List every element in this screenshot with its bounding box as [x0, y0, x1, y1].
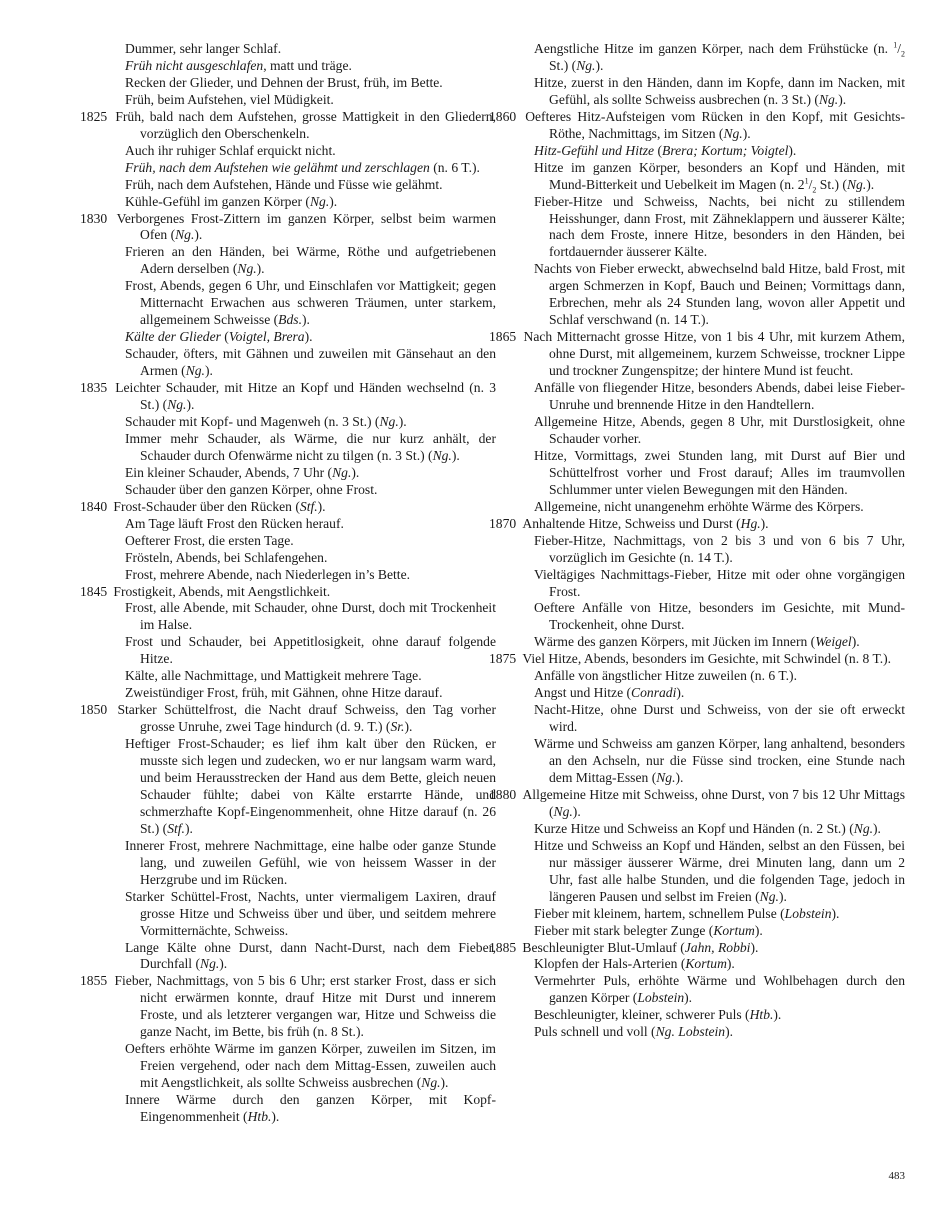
entry-text: Hitze und Schweiss an Kopf und Händen, selbst an den Füssen, bei nur mässiger äusserer Wärme, drei Minuten lang, dann um 2 Uhr, fast alle halbe Stunden, und die folgenden Tage, jedoch in längeren Pausen und selbst im Freien (Ng.). — [534, 837, 905, 904]
entry-text: Innerer Frost, mehrere Nachmittage, eine halbe oder ganze Stunde lang, und zuweilen Gefühl, wie von heissem Wasser in der Herzgrube und im Rücken. — [125, 837, 496, 887]
entry-text: Frost, alle Abende, mit Schauder, ohne Durst, doch mit Trockenheit im Halse. — [125, 600, 496, 633]
entry-text: Wärme und Schweiss am ganzen Körper, lang anhaltend, besonders an den Achseln, nur die Füsse sind trocken, eine Stunde nach dem Mittag-Essen (Ng.). — [534, 736, 905, 785]
symptom-entry — [519, 143, 905, 160]
entry-text: Starker Schüttelfrost, die Nacht drauf Schweiss, den Tag vorher grosse Unruhe, zwei Tage hindurch (d. 9. T.) (Sr.). — [117, 702, 496, 735]
entry-text: Frieren an den Händen, bei Wärme, Röthe und aufgetriebenen Adern derselben (Ng.). — [125, 244, 496, 277]
entry-text: Ein kleiner Schauder, Abends, 7 Uhr (Ng.). — [125, 464, 360, 480]
symptom-entry — [519, 634, 905, 651]
symptom-entry — [110, 346, 496, 380]
symptom-entry: 1855 Fieber, Nachmittags, von 5 bis 6 Uhr; erst starker Frost, dass er sich nicht erwärmen konnte, drauf Hitze mit Durst und innerem Froste, und als letzterer vergangen war, Hitze und Schweiss die ganze Nacht, im Bette, bis früh (n. 8 St.). — [80, 973, 497, 1040]
entry-text: Fieber mit stark belegter Zunge (Kortum). — [534, 922, 763, 938]
entry-text: Früh nicht ausgeschlafen, matt und träge. — [125, 57, 352, 73]
symptom-entry — [110, 516, 496, 533]
symptom-entry — [519, 261, 905, 329]
entry-text: Nachts von Fieber erweckt, abwechselnd bald Hitze, bald Frost, mit argen Schmerzen in Kopf, Bauch und Beinen; Vormittags dann, Erbrechen, mehr als 24 Stunden lang, wovon aller Appetit und Schlaf verschwand (n. 14 T.). — [534, 261, 905, 328]
symptom-entry: 1845 Frostigkeit, Abends, mit Aengstlichkeit. — [80, 583, 331, 599]
symptom-entry — [519, 533, 905, 567]
symptom-entry — [110, 838, 496, 889]
entry-text: Viel Hitze, Abends, besonders im Gesichte, mit Schwindel (n. 8 T.). — [522, 651, 892, 667]
symptom-entry — [519, 41, 905, 75]
entry-text: Vermehrter Puls, erhöhte Wärme und Wohlbehagen durch den ganzen Körper (Lobstein). — [534, 973, 905, 1006]
entry-text: Beschleunigter Blut-Umlauf (Jahn, Robbi). — [522, 939, 759, 955]
symptom-entry: 1835 Leichter Schauder, mit Hitze an Kopf und Händen wechselnd (n. 3 St.) (Ng.). — [80, 380, 496, 413]
symptom-entry — [519, 736, 905, 787]
entry-text: Schauder mit Kopf- und Magenweh (n. 3 St.) (Ng.). — [125, 413, 407, 429]
entry-text: Kälte der Glieder (Voigtel, Brera). — [125, 329, 313, 345]
symptom-entry — [519, 1007, 905, 1024]
symptom-entry — [110, 160, 496, 177]
entry-text: Heftiger Frost-Schauder; es lief ihm kalt über den Rücken, er musste sich legen und zudecken, wo er nur langsam warm ward, und beim Herausstrecken der Hand aus dem Bette, gleich neuen Schauder fühlte; dabei von Kälte erstarrte Hände, und schmerzhafte Kopf-Eingenommenheit, ohne Hitze darauf (n. 26 St.) (Stf.). — [125, 736, 496, 836]
left-column — [80, 41, 497, 1126]
symptom-entry — [110, 1041, 496, 1092]
entry-text: Fieber-Hitze und Schweiss, Nachts, bei nicht zu stillendem Heisshunger, dann Frost, mit Zähneklappern und äusserer Kälte; nach dem Froste, innere Hitze, besonders in den Händen, bei fortdauernder äusserer Kälte. — [534, 193, 905, 260]
entry-text: Hitz-Gefühl und Hitze (Brera; Kortum; Voigtel). — [534, 142, 797, 158]
symptom-entry — [110, 482, 496, 499]
entry-text: Fieber, Nachmittags, von 5 bis 6 Uhr; erst starker Frost, dass er sich nicht erwärmen konnte, drauf Hitze mit Durst und innerem Froste, und als letzterer vergangen war, Hitze und Schweiss die ganze Nacht, im Bette, bis früh (n. 8 St.). — [114, 973, 497, 1040]
entry-text: Anfälle von fliegender Hitze, besonders Abends, dabei leise Fieber-Unruhe und brennende Hitze in den Handtellern. — [534, 380, 905, 413]
symptom-entry: 1885 Beschleunigter Blut-Umlauf (Jahn, Robbi). — [489, 939, 759, 955]
symptom-entry — [519, 160, 905, 194]
symptom-entry: 1875 Viel Hitze, Abends, besonders im Gesichte, mit Schwindel (n. 8 T.). — [489, 651, 892, 667]
entry-text: Allgemeine Hitze, Abends, gegen 8 Uhr, mit Durstlosigkeit, ohne Schauder vorher. — [534, 413, 905, 446]
entry-text: Schauder, öfters, mit Gähnen und zuweilen mit Gänsehaut an den Armen (Ng.). — [125, 346, 496, 379]
entry-text: Frost und Schauder, bei Appetitlosigkeit, ohne darauf folgende Hitze. — [125, 634, 496, 667]
symptom-entry — [519, 75, 905, 109]
entry-text: Frösteln, Abends, bei Schlafengehen. — [125, 549, 328, 565]
symptom-entry — [110, 550, 496, 567]
symptom-entry — [110, 940, 496, 974]
symptom-entry — [110, 58, 496, 75]
entry-text: Nach Mitternacht grosse Hitze, von 1 bis 4 Uhr, mit kurzem Athem, ohne Durst, mit allgemeinem, kurzem Schweisse, trockner Lippe und trockner Zungenspitze; der hintere Mund ist feucht. — [523, 329, 905, 379]
entry-text: Oeftere Anfälle von Hitze, besonders im Gesichte, mit Mund-Trockenheit, ohne Durst. — [534, 600, 905, 633]
symptom-entry — [110, 736, 496, 838]
symptom-entry — [110, 194, 496, 211]
symptom-entry: 1865 Nach Mitternacht grosse Hitze, von 1 bis 4 Uhr, mit kurzem Athem, ohne Durst, mit allgemeinem, kurzem Schweisse, trockner Lippe und trockner Zungenspitze; der hintere Mund ist feucht. — [489, 329, 905, 379]
symptom-entry — [519, 380, 905, 414]
symptom-entry — [519, 973, 905, 1007]
symptom-entry — [110, 92, 496, 109]
symptom-entry — [519, 600, 905, 634]
symptom-entry — [110, 685, 496, 702]
entry-text: Hitze, zuerst in den Händen, dann im Kopfe, dann im Nacken, mit Gefühl, als sollte Schweiss ausbrechen (n. 3 St.) (Ng.). — [534, 74, 905, 107]
symptom-entry — [110, 889, 496, 940]
entry-text: Früh, nach dem Aufstehen wie gelähmt und zerschlagen (n. 6 T.). — [125, 159, 480, 175]
symptom-entry — [110, 41, 496, 58]
symptom-entry — [110, 1092, 496, 1126]
entry-text: Früh, bald nach dem Aufstehen, grosse Mattigkeit in den Gliedern, vorzüglich den Oberschenkeln. — [115, 108, 496, 141]
symptom-entry — [110, 143, 496, 160]
entry-text: Dummer, sehr langer Schlaf. — [125, 41, 282, 56]
entry-text: Kälte, alle Nachmittage, und Mattigkeit mehrere Tage. — [125, 668, 422, 684]
symptom-entry — [110, 634, 496, 668]
entry-text: Immer mehr Schauder, als Wärme, die nur kurz anhält, der Schauder durch Ofenwärme nicht zu tilgen (n. 3 St.) (Ng.). — [125, 430, 496, 463]
entry-text: Recken der Glieder, und Dehnen der Brust, früh, im Bette. — [125, 74, 443, 90]
entry-text: Oefteres Hitz-Aufsteigen vom Rücken in den Kopf, mit Gesichts-Röthe, Nachmittags, im Sitzen (Ng.). — [525, 108, 905, 141]
entry-text: Klopfen der Hals-Arterien (Kortum). — [534, 956, 735, 972]
entry-text: Allgemeine, nicht unangenehm erhöhte Wärme des Körpers. — [534, 498, 864, 514]
symptom-entry — [110, 431, 496, 465]
symptom-entry — [110, 177, 496, 194]
entry-text: Beschleunigter, kleiner, schwerer Puls (Htb.). — [534, 1007, 782, 1023]
right-column — [489, 40, 906, 1041]
symptom-entry — [519, 838, 905, 906]
symptom-entry: 1870 Anhaltende Hitze, Schweiss und Durst (Hg.). — [489, 515, 769, 531]
symptom-entry — [519, 448, 905, 499]
symptom-entry — [110, 668, 496, 685]
entry-text: Anhaltende Hitze, Schweiss und Durst (Hg.). — [522, 515, 769, 531]
symptom-entry: 1860 Oefteres Hitz-Aufsteigen vom Rücken in den Kopf, mit Gesichts-Röthe, Nachmittags, im Sitzen (Ng.). — [489, 108, 905, 141]
entry-text: Puls schnell und voll (Ng. Lobstein). — [534, 1024, 734, 1040]
entry-text: Fieber mit kleinem, hartem, schnellem Pulse (Lobstein). — [534, 905, 840, 921]
entry-text: Verborgenes Frost-Zittern im ganzen Körper, selbst beim warmen Ofen (Ng.). — [116, 210, 496, 243]
symptom-entry — [110, 414, 496, 431]
entry-text: Am Tage läuft Frost den Rücken herauf. — [125, 515, 344, 531]
symptom-entry — [519, 414, 905, 448]
entry-text: Starker Schüttel-Frost, Nachts, unter viermaligem Laxiren, drauf grosse Hitze und Schweiss über und über, und seitdem mehrere Vormitternächte, Schweiss. — [125, 888, 496, 938]
symptom-entry — [519, 499, 905, 516]
entry-text: Frost-Schauder über den Rücken (Stf.). — [113, 498, 326, 514]
symptom-entry — [110, 244, 496, 278]
entry-text: Kurze Hitze und Schweiss an Kopf und Händen (n. 2 St.) (Ng.). — [534, 820, 881, 836]
symptom-entry — [110, 533, 496, 550]
entry-text: Frost, mehrere Abende, nach Niederlegen in’s Bette. — [125, 566, 410, 582]
entry-text: Hitze im ganzen Körper, besonders an Kopf und Händen, mit Mund-Bitterkeit und Uebelkeit im Magen (n. $2^1/_2$ St.) (Ng.). — [534, 159, 905, 195]
symptom-entry — [519, 821, 905, 838]
entry-text: Anfälle von ängstlicher Hitze zuweilen (n. 6 T.). — [534, 668, 797, 684]
symptom-entry — [110, 278, 496, 329]
entry-text: Angst und Hitze (Conradi). — [534, 685, 685, 701]
entry-text: Oefters erhöhte Wärme im ganzen Körper, zuweilen im Sitzen, im Freien vergehend, oder nach dem Mittag-Essen, zuweilen auch mit Aengstlichkeit, als sollte Schweiss ausbrechen (Ng.). — [125, 1041, 496, 1091]
entry-text: Aengstliche Hitze im ganzen Körper, nach dem Frühstücke (n. $^1/_2$ St.) (Ng.). — [534, 40, 905, 73]
symptom-entry — [519, 194, 905, 262]
entry-text: Oefterer Frost, die ersten Tage. — [125, 532, 294, 548]
entry-text: Lange Kälte ohne Durst, dann Nacht-Durst, nach dem Fieber, Durchfall (Ng.). — [125, 939, 496, 972]
entry-text: Nacht-Hitze, ohne Durst und Schweiss, von der sie oft erweckt wird. — [534, 702, 905, 735]
entry-text: Hitze, Vormittags, zwei Stunden lang, mit Durst auf Bier und Schüttelfrost vorher und Frost darauf; Alles im traumvollen Schlummer unter vielen Bewegungen mit den Händen. — [534, 447, 905, 497]
entry-text: Leichter Schauder, mit Hitze an Kopf und Händen wechselnd (n. 3 St.) (Ng.). — [115, 380, 496, 413]
entry-text: Wärme des ganzen Körpers, mit Jücken im Innern (Weigel). — [534, 634, 860, 650]
symptom-entry — [110, 567, 496, 584]
entry-text: Zweistündiger Frost, früh, mit Gähnen, ohne Hitze darauf. — [125, 685, 443, 701]
entry-text: Innere Wärme durch den ganzen Körper, mit Kopf-Eingenommenheit (Htb.). — [125, 1092, 496, 1125]
entry-text: Früh, nach dem Aufstehen, Hände und Füsse wie gelähmt. — [125, 176, 443, 192]
symptom-entry — [519, 956, 905, 973]
symptom-entry: 1825 Früh, bald nach dem Aufstehen, grosse Mattigkeit in den Gliedern, vorzüglich den Oberschenkeln. — [80, 108, 496, 141]
symptom-entry — [519, 685, 905, 702]
entry-text: Allgemeine Hitze mit Schweiss, ohne Durst, von 7 bis 12 Uhr Mittags (Ng.). — [522, 786, 906, 819]
entry-text: Früh, beim Aufstehen, viel Müdigkeit. — [125, 91, 334, 107]
symptom-entry: 1840 Frost-Schauder über den Rücken (Stf.). — [80, 498, 326, 514]
entry-text: Auch ihr ruhiger Schlaf erquickt nicht. — [125, 142, 336, 158]
symptom-entry — [110, 465, 496, 482]
symptom-entry — [110, 329, 496, 346]
symptom-entry: 1880 Allgemeine Hitze mit Schweiss, ohne Durst, von 7 bis 12 Uhr Mittags (Ng.). — [489, 786, 906, 819]
entry-text: Schauder über den ganzen Körper, ohne Frost. — [125, 481, 378, 497]
entry-text: Frostigkeit, Abends, mit Aengstlichkeit. — [113, 583, 331, 599]
symptom-entry: 1850 Starker Schüttelfrost, die Nacht drauf Schweiss, den Tag vorher grosse Unruhe, zwei Tage hindurch (d. 9. T.) (Sr.). — [80, 702, 496, 735]
symptom-entry — [519, 1024, 905, 1041]
page-number: 483 — [888, 1170, 905, 1182]
symptom-entry — [110, 75, 496, 92]
entry-text: Fieber-Hitze, Nachmittags, von 2 bis 3 und von 6 bis 7 Uhr, vorzüglich im Gesichte (n. 14 T.). — [534, 532, 905, 565]
symptom-entry — [519, 668, 905, 685]
entry-text: Frost, Abends, gegen 6 Uhr, und Einschlafen vor Mattigkeit; gegen Mitternacht Erwachen aus schweren Träumen, unter starkem, allgemeinem Schweisse (Bds.). — [125, 278, 496, 328]
symptom-entry — [519, 906, 905, 923]
symptom-entry — [519, 567, 905, 601]
symptom-entry — [519, 702, 905, 736]
symptom-entry: 1830 Verborgenes Frost-Zittern im ganzen Körper, selbst beim warmen Ofen (Ng.). — [80, 210, 496, 243]
symptom-entry — [519, 923, 905, 940]
entry-text: Kühle-Gefühl im ganzen Körper (Ng.). — [125, 193, 338, 209]
symptom-entry — [110, 600, 496, 634]
entry-text: Vieltägiges Nachmittags-Fieber, Hitze mit oder ohne vorgängigen Frost. — [534, 566, 905, 599]
